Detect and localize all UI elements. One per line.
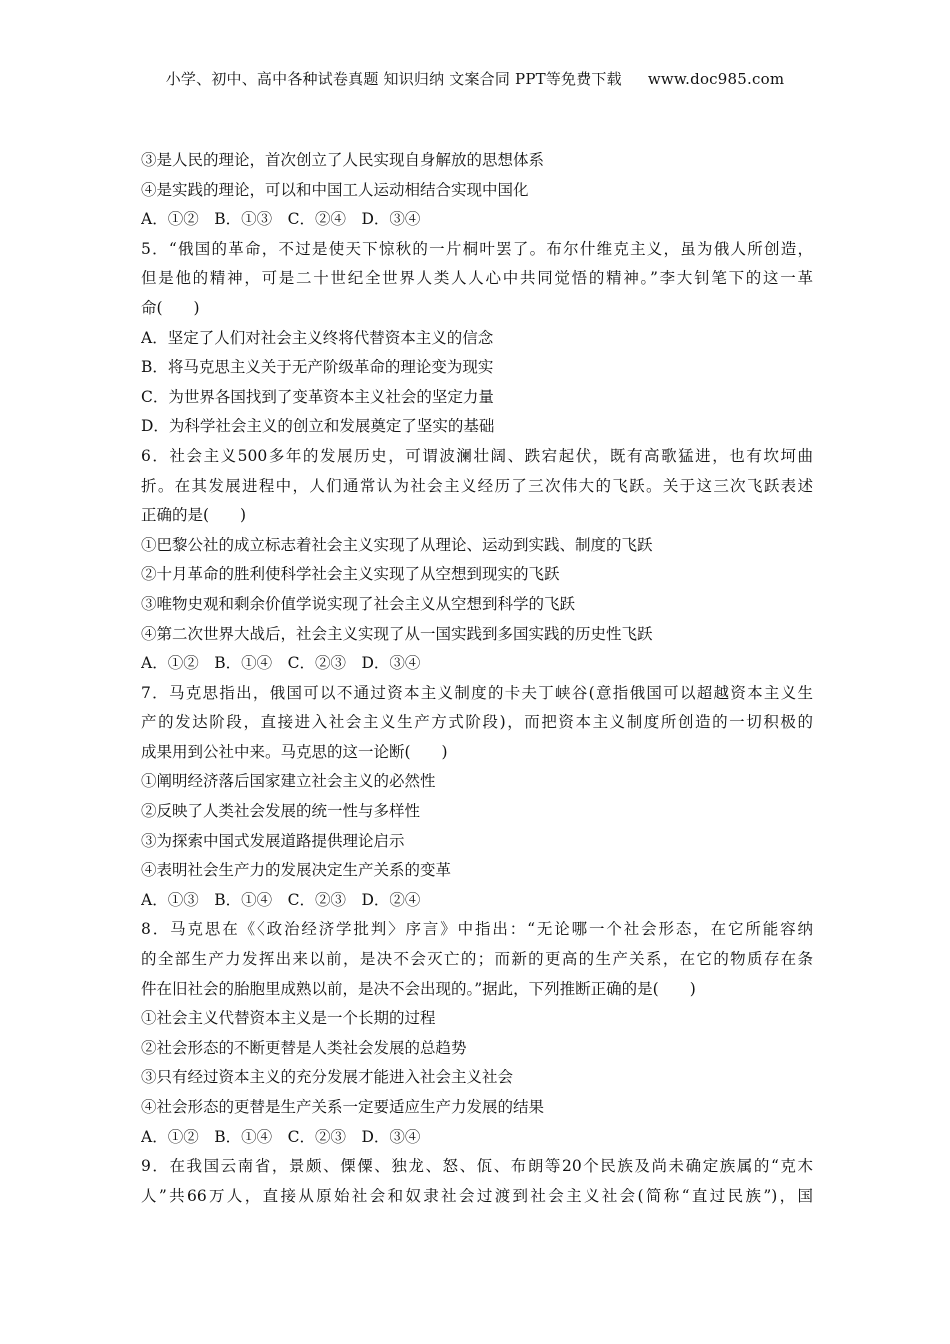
text-line: A．①② B．①④ C．②③ D．③④ [141,654,421,673]
text-line: 5．“俄国的革命，不过是使天下惊秋的一片桐叶罢了。布尔什维克主义，虽为俄人所创造， [141,239,813,258]
text-line: 7．马克思指出，俄国可以不通过资本主义制度的卡夫丁峡谷(意指俄国可以超越资本主义生 [141,683,813,702]
text-line: A．①③ B．①④ C．②③ D．②④ [141,890,421,909]
text-line: 命( ) [141,298,200,317]
text-line: 但是他的精神，可是二十世纪全世界人类人人心中共同觉悟的精神。”李大钊笔下的这一革 [141,269,813,288]
text-line: 产的发达阶段，直接进入社会主义生产方式阶段)，而把资本主义制度所创造的一切积极的 [141,713,813,732]
text-line: ③为探索中国式发展道路提供理论启示 [141,831,405,850]
text-line: ②十月革命的胜利使科学社会主义实现了从空想到现实的飞跃 [141,565,560,584]
text-line: ④社会形态的更替是生产关系一定要适应生产力发展的结果 [141,1098,545,1116]
text-line: ④是实践的理论，可以和中国工人运动相结合实现中国化 [141,180,529,199]
text-line: 成果用到公社中来。马克思的这一论断( ) [141,742,448,761]
text-line: 件在旧社会的胎胞里成熟以前，是决不会出现的。”据此，下列推断正确的是( ) [141,979,696,998]
text-line: ②社会形态的不断更替是人类社会发展的总趋势 [141,1038,467,1057]
text-line: 6．社会主义500多年的发展历史，可谓波澜壮阔、跌宕起伏，既有高歌猛进，也有坎坷曲 [141,446,813,465]
header-site: www.doc985.com [647,70,785,88]
text-line: A．坚定了人们对社会主义终将代替资本主义的信念 [141,328,494,347]
text-line: ③唯物史观和剩余价值学说实现了社会主义从空想到科学的飞跃 [141,594,576,613]
document-body [141,146,813,1211]
text-line: B．将马克思主义关于无产阶级革命的理论变为现实 [141,358,494,377]
text-line: ④第二次世界大战后，社会主义实现了从一国实践到多国实践的历史性飞跃 [141,624,653,643]
text-line: 9．在我国云南省，景颇、傈僳、独龙、怒、佤、布朗等20个民族及尚未确定族属的“克木 [141,1157,813,1176]
text-line: ③只有经过资本主义的充分发展才能进入社会主义社会 [141,1068,514,1087]
text-line: 人”共66万人，直接从原始社会和奴隶社会过渡到社会主义社会(简称“直过民族”)，国 [141,1186,813,1205]
text-line: C．为世界各国找到了变革资本主义社会的坚定力量 [141,387,494,406]
text-line: ③是人民的理论，首次创立了人民实现自身解放的思想体系 [141,151,545,169]
text-line: ①巴黎公社的成立标志着社会主义实现了从理论、运动到实践、制度的飞跃 [141,535,653,554]
text-line: 的全部生产力发挥出来以前，是决不会灭亡的；而新的更高的生产关系，在它的物质存在条 [141,950,813,969]
text-line: ①社会主义代替资本主义是一个长期的过程 [141,1009,436,1028]
text-line: D．为科学社会主义的创立和发展奠定了坚实的基础 [141,417,495,436]
text-line: ④表明社会生产力的发展决定生产关系的变革 [141,861,452,880]
text-line: A．①② B．①③ C．②④ D．③④ [141,210,421,229]
text-line: ①阐明经济落后国家建立社会主义的必然性 [141,772,436,791]
header-text: 小学、初中、高中各种试卷真题 知识归纳 文案合同 PPT等免费下载 [165,70,622,88]
text-line: 折。在其发展进程中，人们通常认为社会主义经历了三次伟大的飞跃。关于这三次飞跃表述 [141,476,813,495]
text-line: 正确的是( ) [141,506,247,525]
page-header [0,68,950,89]
text-line: ②反映了人类社会发展的统一性与多样性 [141,802,421,821]
text-line: A．①② B．①④ C．②③ D．③④ [141,1127,421,1146]
text-line: 8．马克思在《〈政治经济学批判〉序言》中指出：“无论哪一个社会形态，在它所能容纳 [141,920,813,939]
